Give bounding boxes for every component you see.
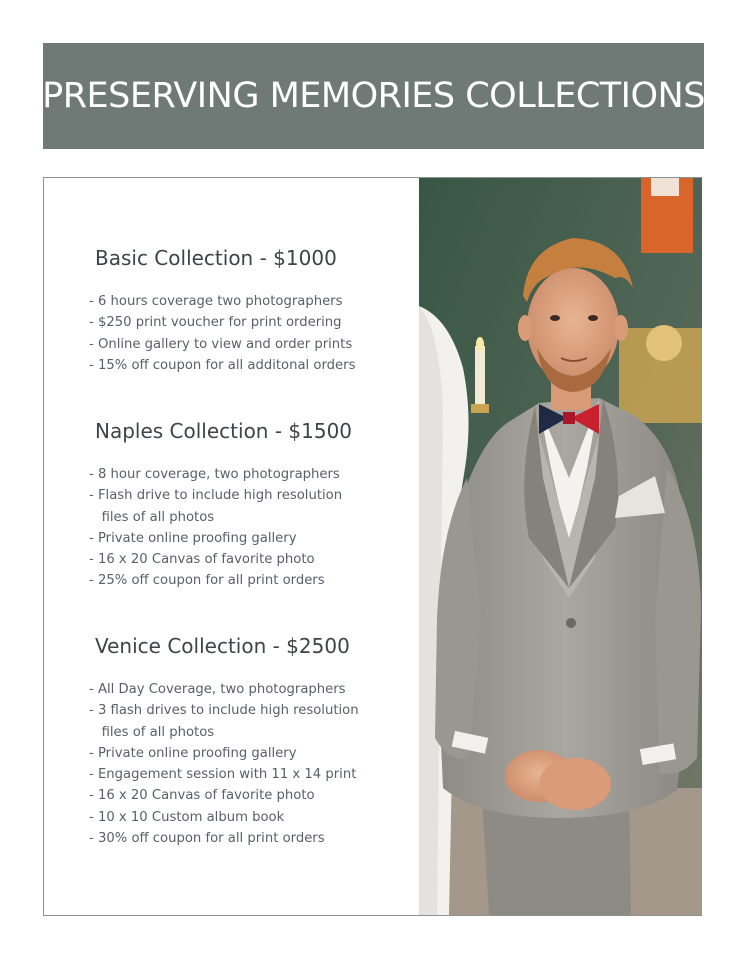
list-item: - 16 x 20 Canvas of favorite photo [89,788,315,804]
list-item: files of all photos [89,724,215,740]
collections-text-panel [44,178,419,915]
collection-venice [89,634,359,849]
groom-photo [419,178,702,915]
list-item: - 8 hour coverage, two photographers [89,467,340,482]
list-item: - 30% off coupon for all print orders [89,831,325,847]
collection-title: Basic Collection - $1000 [95,246,337,270]
list-item: - 25% off coupon for all print orders [89,573,325,589]
collection-basic [89,246,355,376]
list-item: - All Day Coverage, two photographers [89,682,346,697]
page-title: PRESERVING MEMORIES COLLECTIONS [42,76,705,116]
collection-items [89,291,355,376]
list-item: - 6 hours coverage two photographers [89,294,343,309]
groom-photo-illustration [419,178,702,915]
collection-items [89,679,359,849]
collection-items [89,464,352,592]
list-item: - Engagement session with 11 x 14 print [89,767,357,783]
list-item: - Private online proofing gallery [89,530,297,546]
list-item: files of all photos [89,509,215,525]
collection-title: Naples Collection - $1500 [95,419,353,443]
list-item: - 16 x 20 Canvas of favorite photo [89,552,315,568]
collection-naples [89,419,352,592]
list-item: - 10 x 10 Custom album book [89,809,285,825]
list-item: - Private online proofing gallery [89,745,297,761]
list-item: - Flash drive to include high resolution [89,488,343,504]
list-item: - 3 flash drives to include high resolution [89,703,359,719]
list-item: - 15% off coupon for all additonal orders [89,357,356,373]
list-item: - $250 print voucher for print ordering [89,315,342,331]
collection-title: Venice Collection - $2500 [95,634,350,658]
list-item: - Online gallery to view and order prints [89,336,353,352]
header-banner [43,43,704,149]
collections-card [43,177,702,916]
